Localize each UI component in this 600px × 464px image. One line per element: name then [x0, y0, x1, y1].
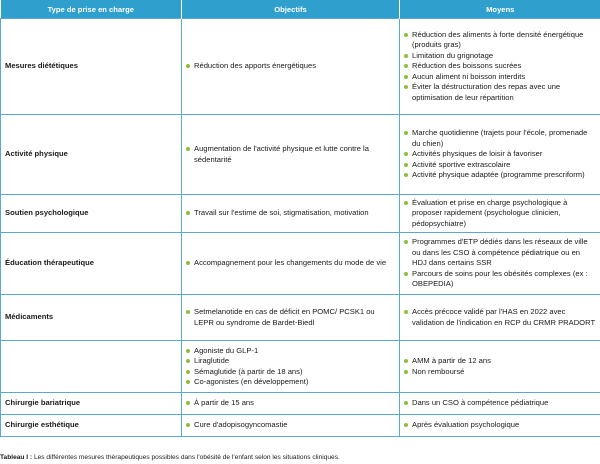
list-item-text: Limitation du grignotage [412, 50, 494, 60]
list-item [404, 72, 596, 82]
bullet-icon [404, 75, 408, 79]
list-item-text: Sémaglutide (à partir de 18 ans) [194, 366, 303, 376]
list-item-text: Évaluation et prise en charge psychologique à proposer rapidement (psychologue clinicien, pédopsychiatre) [412, 197, 568, 228]
bullet-icon [404, 359, 408, 363]
list-item-text: Programmes d'ETP dédiés dans les réseaux de ville ou dans les CSO à compétence pédiatrique ou en HDJ dans certains SSR [412, 237, 588, 268]
category-cell: Activité physique [1, 115, 182, 195]
list-item [186, 356, 395, 366]
objectifs-cell [182, 415, 400, 437]
list-item-text: Non remboursé [412, 366, 465, 376]
table-row [1, 195, 600, 233]
table-row [1, 393, 600, 415]
list-item-text: Réduction des apports énergétiques [194, 61, 317, 71]
bullet-icon [186, 147, 190, 151]
list-item [404, 356, 596, 366]
list-item-text: Activités physiques de loisir à favoriser [412, 149, 543, 159]
bullet-icon [186, 349, 190, 353]
table-row [1, 341, 600, 393]
moyens-cell [400, 19, 600, 115]
category-cell: Médicaments [1, 295, 182, 341]
bullet-icon [404, 401, 408, 405]
bullet-icon [404, 240, 408, 244]
bullet-icon [186, 359, 190, 363]
list-item [186, 208, 395, 218]
bullet-icon [404, 152, 408, 156]
list-item [186, 307, 395, 328]
list-item [404, 367, 596, 377]
list-item-text: Réduction des boissons sucrées [412, 61, 522, 71]
list-item [186, 258, 395, 268]
list-item-text: Réduction des aliments à forte densité énergétique (produits gras) [412, 30, 584, 50]
bullet-icon [404, 131, 408, 135]
list-item-text: Travail sur l'estime de soi, stigmatisation, motivation [194, 208, 369, 218]
list-item [404, 149, 596, 159]
objectifs-cell [182, 233, 400, 295]
bullet-icon [404, 370, 408, 374]
bullet-icon [404, 33, 408, 37]
bullet-icon [186, 261, 190, 265]
bullet-icon [404, 85, 408, 89]
list-item [404, 170, 596, 180]
list-item-text: Éviter la déstructuration des repas avec une optimisation de leur répartition [412, 82, 561, 102]
table-caption [0, 454, 340, 461]
bullet-icon [404, 64, 408, 68]
list-item-text: Dans un CSO à compétence pédiatrique [412, 398, 549, 408]
category-cell: Soutien psychologique [1, 195, 182, 233]
list-item-text: Augmentation de l'activité physique et lutte contre la sédentarité [194, 144, 369, 164]
objectifs-cell [182, 195, 400, 233]
moyens-cell [400, 233, 600, 295]
list-item [404, 307, 596, 328]
header-objectifs: Objectifs [182, 0, 400, 19]
list-item [186, 398, 395, 408]
list-item-text: Parcours de soins pour les obésités complexes (ex : OBEPEDIA) [412, 268, 588, 289]
list-item-text: Agoniste du GLP-1 [194, 345, 259, 355]
list-item-text: Liraglutide [194, 356, 230, 366]
category-cell: Éducation thérapeutique [1, 233, 182, 295]
bullet-icon [404, 201, 408, 205]
bullet-icon [186, 380, 190, 384]
caption-text: Les différentes mesures thérapeutiques possibles dans l'obésité de l'enfant selon les situations cliniques. [32, 454, 340, 461]
list-item-text: Co-agonistes (en développement) [194, 376, 309, 386]
moyens-cell [400, 195, 600, 233]
list-item [186, 346, 395, 356]
list-item [404, 51, 596, 61]
bullet-icon [404, 423, 408, 427]
list-item [404, 82, 596, 103]
list-item [404, 160, 596, 170]
table-row [1, 115, 600, 195]
list-item [186, 144, 395, 165]
bullet-icon [404, 272, 408, 276]
list-item-text: À partir de 15 ans [194, 398, 254, 408]
list-item [186, 377, 395, 387]
list-item-text: Après évaluation psychologique [412, 420, 520, 430]
objectifs-cell [182, 115, 400, 195]
list-item-text: Cure d'adopisogyncomastie [194, 420, 288, 430]
list-item [186, 420, 395, 430]
list-item [404, 420, 596, 430]
bullet-icon [186, 64, 190, 68]
list-item [186, 61, 395, 71]
table-body [1, 19, 600, 437]
category-cell: Chirurgie esthétique [1, 415, 182, 437]
table-row [1, 19, 600, 115]
list-item-text: Accès précoce validé par l'HAS en 2022 avec validation de l'indication en RCP du CRMR PRADORT [412, 307, 596, 327]
category-cell [1, 341, 182, 393]
list-item-text: Accompagnement pour les changements du mode de vie [194, 258, 387, 268]
header-type: Type de prise en charge [1, 0, 182, 19]
caption-label: Tableau I : [0, 454, 33, 461]
bullet-icon [404, 54, 408, 58]
bullet-icon [186, 310, 190, 314]
list-item-text: Activité physique adaptée (programme prescriform) [412, 170, 585, 180]
table-row [1, 233, 600, 295]
moyens-cell [400, 295, 600, 341]
bullet-icon [404, 173, 408, 177]
bullet-icon [404, 310, 408, 314]
header-moyens: Moyens [400, 0, 600, 19]
list-item [404, 61, 596, 71]
bullet-icon [186, 401, 190, 405]
moyens-cell [400, 115, 600, 195]
list-item-text: Aucun aliment ni boisson interdits [412, 71, 526, 81]
list-item [404, 128, 596, 149]
objectifs-cell [182, 341, 400, 393]
table-row [1, 295, 600, 341]
bullet-icon [186, 423, 190, 427]
category-cell: Mesures diététiques [1, 19, 182, 115]
list-item [404, 30, 596, 51]
list-item [404, 198, 596, 229]
objectifs-cell [182, 295, 400, 341]
list-item-text: Setmelanotide en cas de déficit en POMC/ PCSK1 ou LEPR ou syndrome de Bardet-Biedl [194, 307, 375, 327]
list-item [404, 398, 596, 408]
list-item [404, 269, 596, 290]
category-cell: Chirurgie bariatrique [1, 393, 182, 415]
list-item [404, 237, 596, 268]
list-item-text: Activité sportive extrascolaire [412, 159, 511, 169]
moyens-cell [400, 415, 600, 437]
objectifs-cell [182, 393, 400, 415]
moyens-cell [400, 393, 600, 415]
list-item-text: Marche quotidienne (trajets pour l'école, promenade du chien) [412, 128, 588, 148]
list-item-text: AMM à partir de 12 ans [412, 356, 491, 366]
table-header-row [1, 0, 600, 19]
objectifs-cell [182, 19, 400, 115]
moyens-cell [400, 341, 600, 393]
bullet-icon [186, 211, 190, 215]
table-row [1, 415, 600, 437]
bullet-icon [404, 163, 408, 167]
list-item [186, 367, 395, 377]
bullet-icon [186, 370, 190, 374]
